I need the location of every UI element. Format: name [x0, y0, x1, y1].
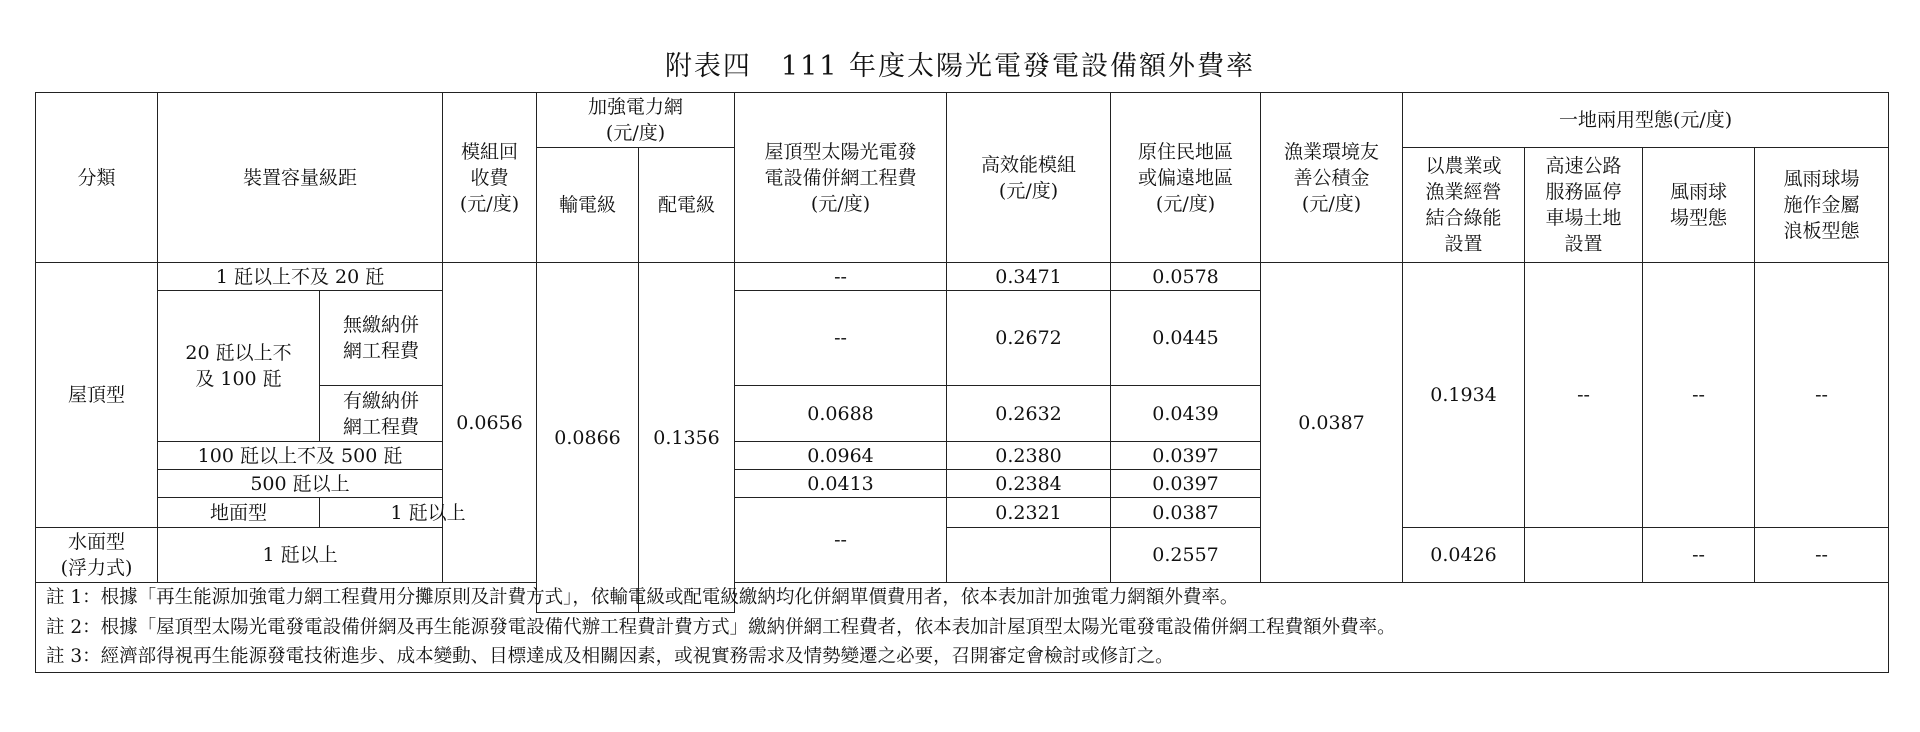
- header-capacity: 裝置容量級距: [158, 93, 443, 263]
- header-fishery: 漁業環境友 善公積金 (元/度): [1261, 93, 1403, 263]
- high-eff-1-20: 0.3471: [947, 263, 1111, 291]
- sub-with-fee: 有繳納併 網工程費: [320, 386, 443, 442]
- capacity-1-20: 1 瓩以上不及 20 瓩: [158, 263, 443, 291]
- category-rooftop: 屋頂型: [36, 263, 158, 528]
- note-2: 註 2：根據「屋頂型太陽光電發電設備併網及再生能源發電設備代辦工程費計費方式」繳納併網工程費者，依本表加計屋頂型太陽光電發電設備併網工程費額外費率。: [36, 613, 1889, 643]
- header-category: 分類: [36, 93, 158, 263]
- high-eff-20-100-no: 0.2672: [947, 291, 1111, 386]
- indigenous-ground: 0.0387: [1111, 498, 1261, 528]
- highway-rooftop: --: [1525, 263, 1643, 528]
- header-highway: 高速公路 服務區停 車場土地 設置: [1525, 148, 1643, 263]
- high-eff-100-500: 0.2380: [947, 442, 1111, 470]
- high-eff-20-100-with: 0.2632: [947, 386, 1111, 442]
- stadium-rooftop: --: [1643, 263, 1755, 528]
- header-grid-reinforce: 加強電力網 (元/度): [537, 93, 735, 148]
- header-rooftop-grid: 屋頂型太陽光電發 電設備併網工程費 (元/度): [735, 93, 947, 263]
- fishery-value: 0.0387: [1261, 263, 1403, 583]
- module-recycle-value: 0.0656: [443, 263, 537, 583]
- category-water: 水面型 (浮力式): [36, 528, 158, 583]
- high-eff-500: 0.2384: [947, 470, 1111, 498]
- agri-value: 0.1934: [1403, 263, 1525, 528]
- capacity-ground: 1 瓩以上: [320, 498, 537, 528]
- rooftop-grid-ground-water: --: [735, 498, 947, 583]
- note-1: 註 1：根據「再生能源加強電力網工程費用分攤原則及計費方式」，依輸電級或配電級繳納均化併網單價費用者，依本表加計加強電力網額外費率。: [36, 583, 1889, 613]
- header-transmission: 輸電級: [537, 148, 639, 263]
- header-high-efficiency: 高效能模組 (元/度): [947, 93, 1111, 263]
- metal-rooftop: --: [1755, 263, 1889, 528]
- rate-table: [35, 92, 1889, 673]
- indigenous-20-100-no: 0.0445: [1111, 291, 1261, 386]
- high-eff-water: 0.2557: [1111, 528, 1261, 583]
- module-recycle-water: [947, 528, 1111, 583]
- fishery-water: [1525, 528, 1643, 583]
- capacity-20-100: 20 瓩以上不 及 100 瓩: [158, 291, 320, 442]
- header-agri: 以農業或 漁業經營 結合綠能 設置: [1403, 148, 1525, 263]
- header-stadium: 風雨球 場型態: [1643, 148, 1755, 263]
- category-ground: 地面型: [158, 498, 320, 528]
- rooftop-grid-1-20: --: [735, 263, 947, 291]
- header-indigenous: 原住民地區 或偏遠地區 (元/度): [1111, 93, 1261, 263]
- high-eff-ground: 0.2321: [947, 498, 1111, 528]
- capacity-water: 1 瓩以上: [158, 528, 443, 583]
- indigenous-20-100-with: 0.0439: [1111, 386, 1261, 442]
- rooftop-grid-20-100-no: --: [735, 291, 947, 386]
- sub-no-fee: 無繳納併 網工程費: [320, 291, 443, 386]
- capacity-100-500: 100 瓩以上不及 500 瓩: [158, 442, 443, 470]
- indigenous-water: 0.0426: [1403, 528, 1525, 583]
- agri-water: --: [1643, 528, 1755, 583]
- indigenous-1-20: 0.0578: [1111, 263, 1261, 291]
- note-3: 註 3：經濟部得視再生能源發電技術進步、成本變動、目標達成及相關因素，或視實務需求及情勢變遷之必要，召開審定會檢討或修訂之。: [36, 643, 1889, 673]
- indigenous-500: 0.0397: [1111, 470, 1261, 498]
- rooftop-grid-500: 0.0413: [735, 470, 947, 498]
- distribution-value: 0.1356: [639, 263, 735, 613]
- capacity-500: 500 瓩以上: [158, 470, 443, 498]
- header-module-recycle: 模組回 收費 (元/度): [443, 93, 537, 263]
- header-distribution: 配電級: [639, 148, 735, 263]
- rooftop-grid-20-100-with: 0.0688: [735, 386, 947, 442]
- indigenous-100-500: 0.0397: [1111, 442, 1261, 470]
- rooftop-grid-100-500: 0.0964: [735, 442, 947, 470]
- highway-water: --: [1755, 528, 1889, 583]
- transmission-value: 0.0866: [537, 263, 639, 613]
- header-metal-roof: 風雨球場 施作金屬 浪板型態: [1755, 148, 1889, 263]
- page-title: 附表四 111 年度太陽光電發電設備額外費率: [664, 51, 1256, 82]
- header-dual-use: 一地兩用型態(元/度): [1403, 93, 1889, 148]
